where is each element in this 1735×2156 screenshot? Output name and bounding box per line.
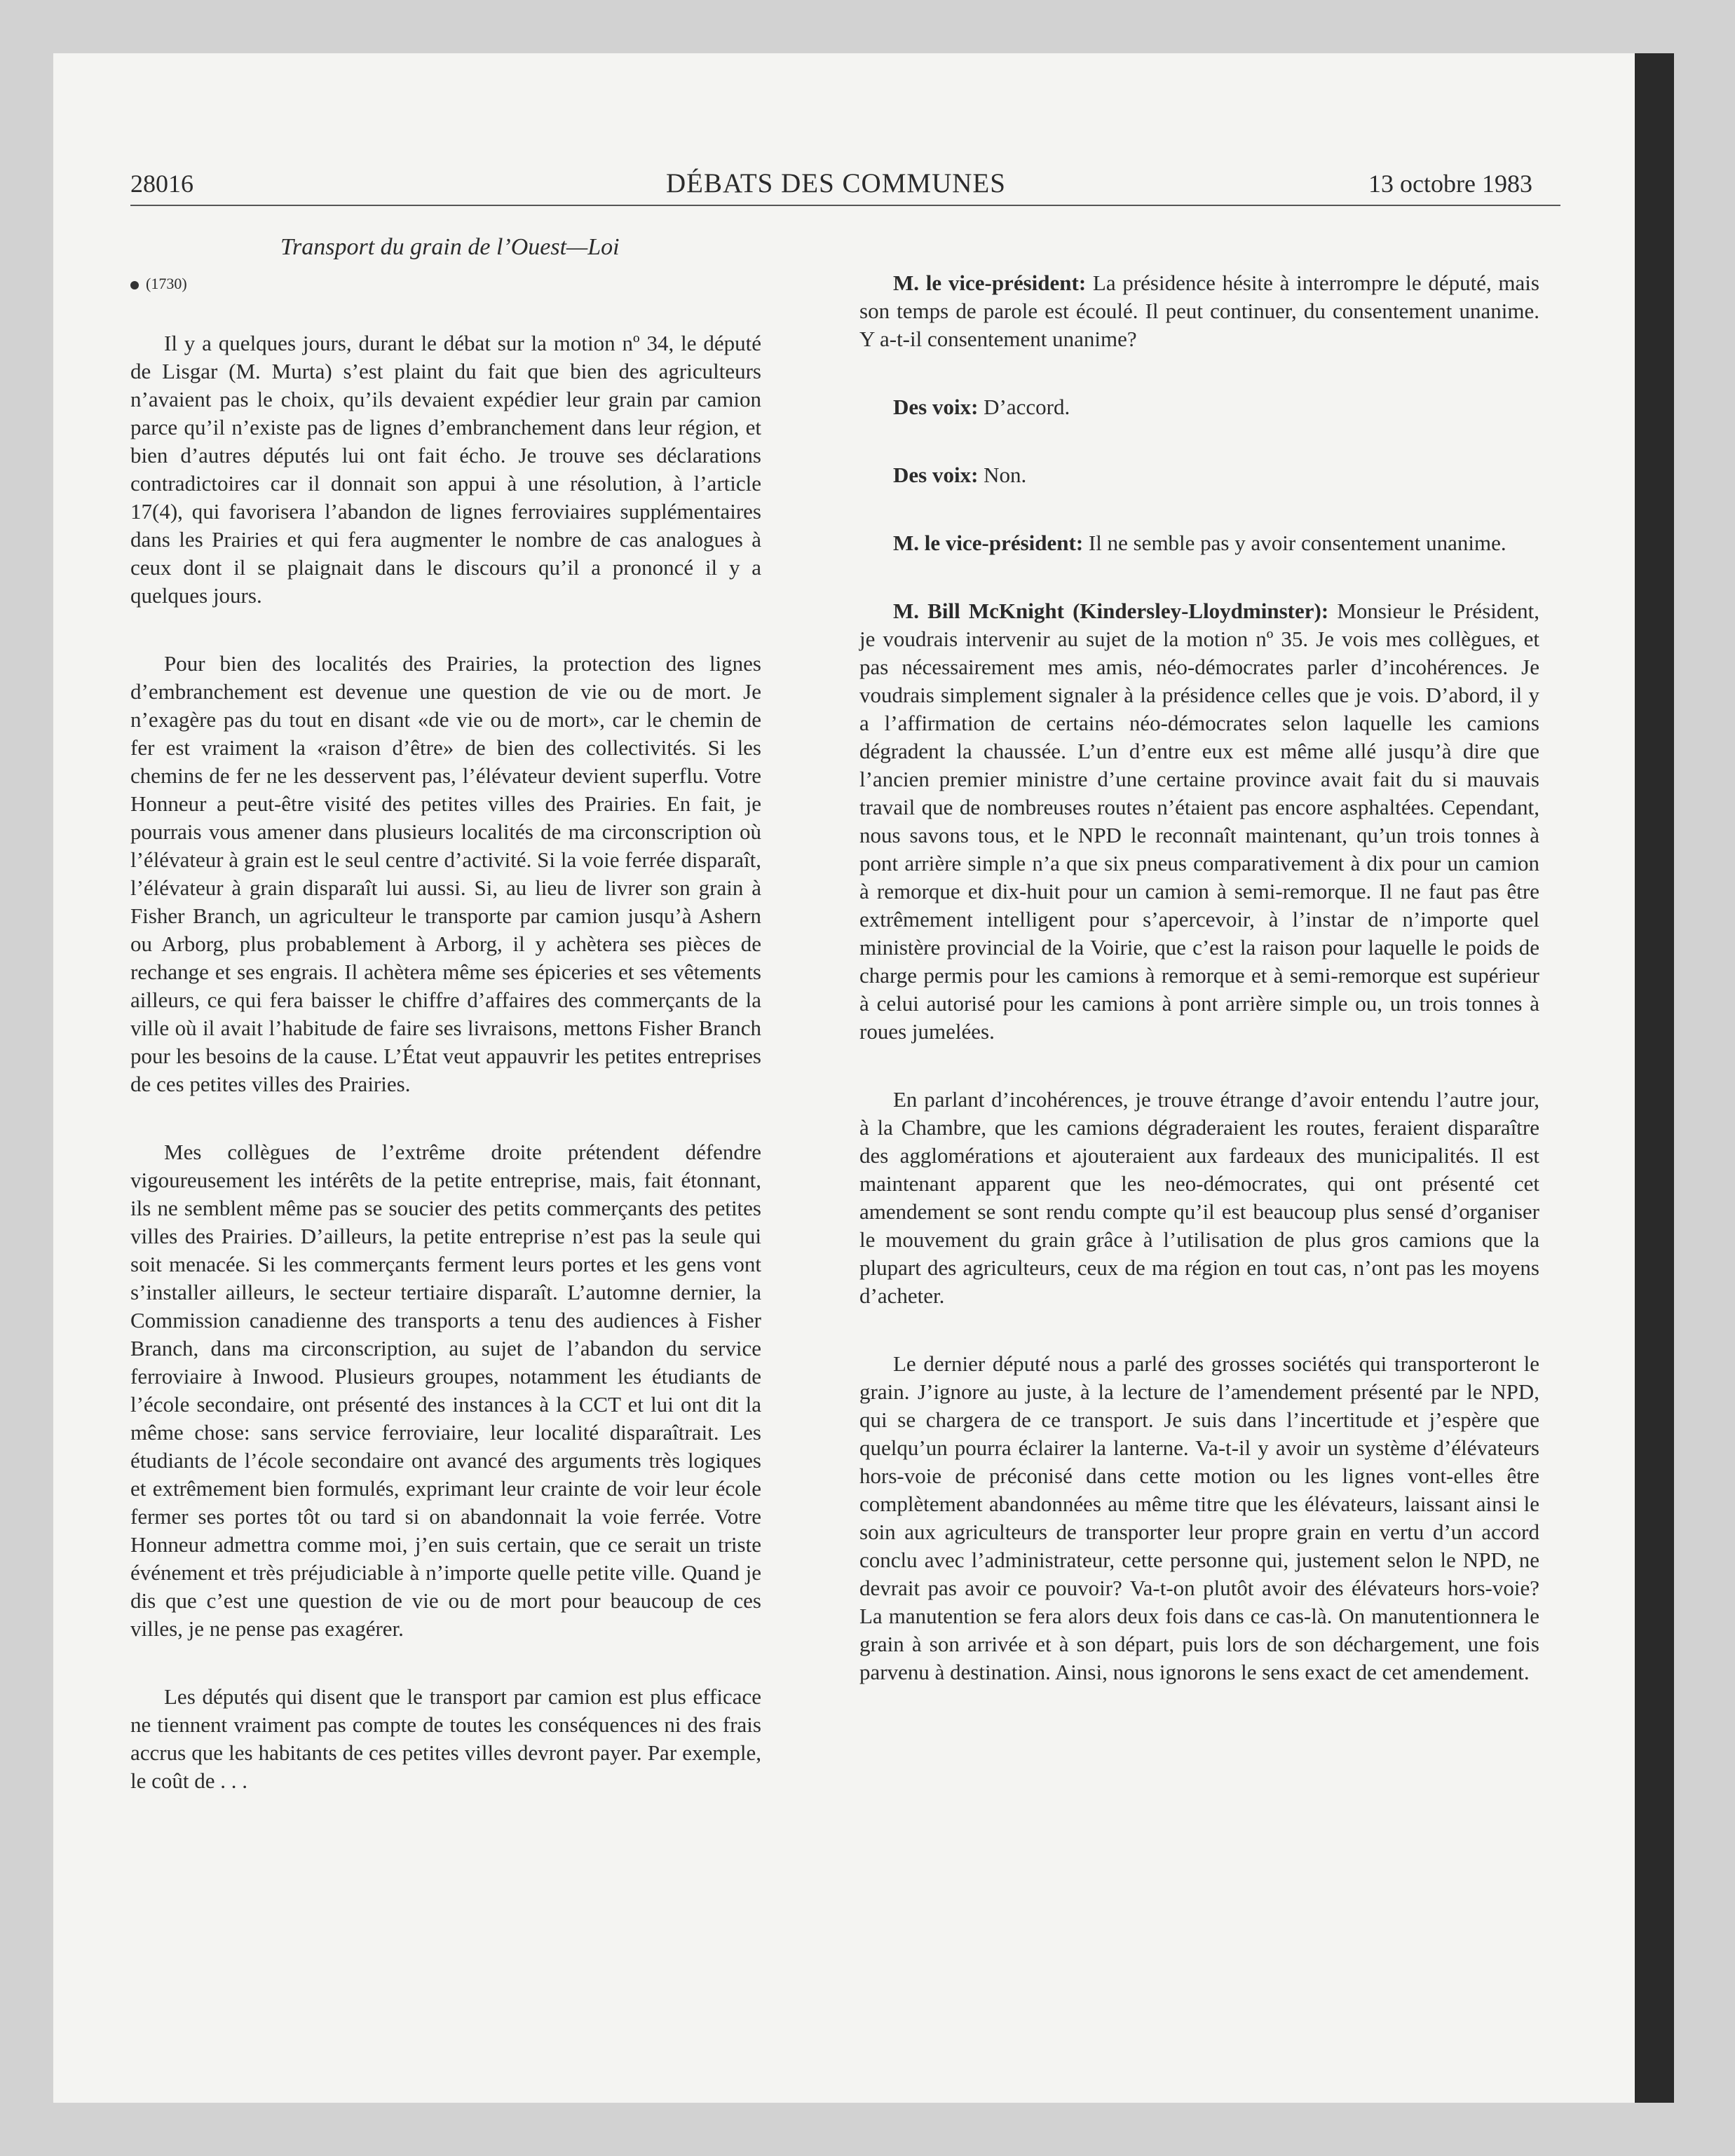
speech-text: Non. [978, 463, 1027, 487]
speech [859, 461, 1539, 489]
speaker-name: Des voix: [893, 463, 979, 487]
section-subtitle: Transport du grain de l’Ouest—Loi [280, 234, 620, 260]
speech-text: Il ne semble pas y avoir consentement unanime. [1083, 531, 1506, 555]
speech-text: La présidence hésite à interrompre le député, mais son temps de parole est écoulé. Il peut continuer, du consentement unanime. Y a-t-il consentement unanime? [859, 271, 1539, 351]
paragraph: Les députés qui disent que le transport par camion est plus efficace ne tiennent vraiment pas compte de toutes les conséquences ni des frais accrus que les habitants de ces petites villes devront payer. Par exemple, le coût de . . . [130, 1684, 761, 1793]
speaker-name: Des voix: [893, 395, 979, 419]
paragraph: En parlant d’incohérences, je trouve étrange d’avoir entendu l’autre jour, à la Chambre, que les camions dégraderaient les routes, feraient disparaître des agglomérations et ajouteraient aux fardeaux des municipalités. Il est maintenant apparent que les neo-démocrates, qui ont présenté cet amendement se sont rendu compte qu’il est beaucoup plus sensé d’organiser le mouvement du grain grâce à l’utilisation de plus gros camions que la plupart des agriculteurs, ceux de ma région en tout cas, n’ont pas les moyens d’acheter. [859, 1087, 1539, 1308]
speech-text: D’accord. [978, 395, 1070, 419]
paragraph: Mes collègues de l’extrême droite prétendent défendre vigoureusement les intérêts de la petite entreprise, mais, fait étonnant, ils ne semblent même pas se soucier des petits commerçants des petites villes des Prairies. D’ailleurs, la petite entreprise n’est pas la seule qui soit menacée. Si les commerçants ferment leurs portes et les gens vont s’installer ailleurs, le secteur tertiaire disparaît. L’automne dernier, la Commission canadienne des transports a tenu des audiences à Fisher Branch, dans ma circonscription, au sujet de l’abandon du service ferroviaire à Inwood. Plusieurs groupes, notamment les étudiants de l’école secondaire, ont présenté des instances à la CCT et lui ont dit la même chose: sans service ferroviaire, leur localité disparaîtrait. Les étudiants de l’école secondaire ont avancé des arguments très logiques et extrêmement bien formulés, exprimant leur crainte de voir leur école fermer ses portes tôt ou tard si on abandonnait la voie ferrée. Votre Honneur admettra comme moi, j’en suis certain, que ce serait un triste événement et très préjudiciable à n’importe quelle petite ville. Quand je dis que c’est une question de vie ou de mort pour beaucoup de ces villes, je ne pense pas exagérer. [130, 1140, 761, 1641]
speech [859, 597, 1539, 1046]
speech-text: Monsieur le Président, je voudrais intervenir au sujet de la motion nº 35. Je vois mes collègues, et pas nécessairement mes amis, néo-démocrates parler d’incohérences. Je voudrais simplement signaler à la présidence celles que je vois. D’abord, il y a l’affirmation de certains néo-démocrates selon laquelle les camions dégradent la chaussée. L’un d’entre eux est même allé jusqu’à dire que l’ancien premier ministre d’une certaine province avait fait du si mauvais travail que de nombreuses routes n’étaient pas encore asphaltées. Cependant, nous savons tous, et le NPD le reconnaît maintenant, qu’un trois tonnes à pont arrière simple n’a que six pneus comparativement à dix pour un camion à remorque et dix-huit pour un camion à semi-remorque. Il ne faut pas être extrêmement intelligent pour s’apercevoir, à l’instar de n’importe quel ministère provincial de la Voirie, que c’est la raison pour laquelle le poids de charge permis pour les camions à remorque et à semi-remorque est supérieur à celui autorisé pour les camions à pont arrière simple ou, un trois tonnes à roues jumelées. [859, 599, 1539, 1044]
paragraph: Le dernier député nous a parlé des grosses sociétés qui transporteront le grain. J’ignore au juste, à la lecture de l’amendement présenté par le NPD, qui se chargera de ce transport. Je suis dans l’incertitude et j’espère que quelqu’un pourra éclairer la lanterne. Va-t-il y avoir un système d’élévateurs hors-voie de préconisé dans cette motion ou les lignes vont-elles être complètement abandonnées au même titre que les élévateurs, laissant ainsi le soin aux agriculteurs de transporter leur propre grain en vertu d’un accord conclu avec l’administrateur, cette personne qui, justement selon le NPD, ne devrait pas avoir ce pouvoir? Va-t-on plutôt avoir des élévateurs hors-voie? La manutention se fera alors deux fois dans ce cas-là. On manutentionnera le grain à son arrivée et à son départ, puis lors de son déchargement, une fois parvenu à destination. Ainsi, nous ignorons le sens exact de cet amendement. [859, 1351, 1539, 1684]
header-rule [130, 205, 1560, 206]
speech [859, 269, 1539, 353]
timestamp [130, 273, 187, 294]
speaker-name: M. le vice-président: [893, 531, 1084, 555]
page-date: 13 octobre 1983 [1368, 170, 1532, 198]
speaker-name: M. Bill McKnight (Kindersley-Lloydminster): [893, 599, 1329, 623]
binding-edge [1635, 53, 1674, 2103]
speech [859, 529, 1539, 557]
paragraph: Pour bien des localités des Prairies, la protection des lignes d’embranchement est devenue une question de vie ou de mort. Je n’exagère pas du tout en disant «de vie ou de mort», car le chemin de fer est vraiment la «raison d’être» de bien des collectivités. Si les chemins de fer ne les desservent pas, l’élévateur devient superflu. Votre Honneur a peut-être visité des petites villes des Prairies. En fait, je pourrais vous amener dans plusieurs localités de ma circonscription où l’élévateur à grain est le seul centre d’activité. Si la voie ferrée disparaît, l’élévateur à grain disparaît lui aussi. Si, au lieu de livrer son grain à Fisher Branch, un agriculteur le transporte par camion jusqu’à Ashern ou Arborg, plus probablement à Arborg, il y achètera ses pièces de rechange et ses engrais. Il achètera même ses épiceries et ses vêtements ailleurs, ce qui fera baisser le chiffre d’affaires des commerçants de la ville où il avait l’habitude de faire ses livraisons, mettons Fisher Branch pour les besoins de la cause. L’État veut appauvrir les petites entreprises de ces petites villes des Prairies. [130, 651, 761, 1096]
page-title: DÉBATS DES COMMUNES [666, 168, 1006, 198]
speaker-name: M. le vice-président: [893, 271, 1087, 295]
page-number: 28016 [130, 170, 193, 198]
paragraph: Il y a quelques jours, durant le débat sur la motion nº 34, le député de Lisgar (M. Murta) s’est plaint du fait que bien des agriculteurs n’avaient pas le choix, qu’ils devaient expédier leur grain par camion parce qu’il n’existe pas de lignes d’embranchement dans leur région, et bien d’autres députés lui ont fait écho. Je trouve ses déclarations contradictoires car il donnait son appui à une résolution, à l’article 17(4), qui favorisera l’abandon de lignes ferroviaires supplémentaires dans les Prairies et qui fera augmenter le nombre de cas analogues à ceux dont il se plaignait dans le discours qu’il a prononcé il y a quelques jours. [130, 331, 761, 608]
timestamp-text: (1730) [146, 275, 187, 292]
right-column [859, 269, 1539, 1726]
bullet-icon [130, 281, 139, 289]
left-column [130, 329, 761, 1835]
speech [859, 393, 1539, 421]
